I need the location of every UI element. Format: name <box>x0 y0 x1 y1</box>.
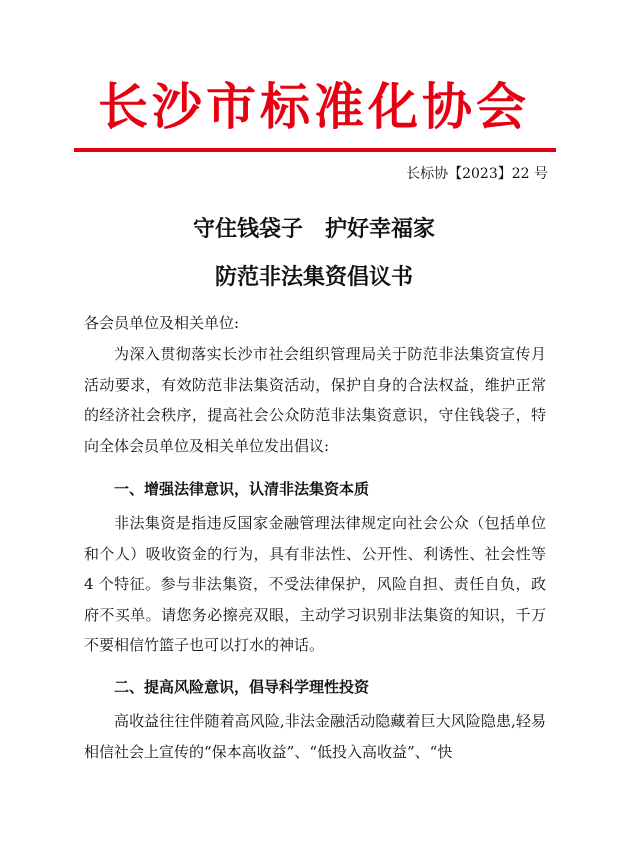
section-2-paragraph: 高收益往往伴随着高风险,非法金融活动隐藏着巨大风险隐患,轻易相信社会上宣传的“保本高收益”、“低投入高收益”、“快 <box>84 712 546 761</box>
section-heading-2: 二、提高风险意识，倡导科学理性投资 <box>114 678 370 696</box>
document-title-line-1: 守住钱袋子 护好幸福家 <box>192 216 435 242</box>
document-number: 长标协【2023】22 号 <box>406 166 548 182</box>
letterhead-red-divider <box>74 148 556 152</box>
salutation: 各会员单位及相关单位: <box>84 314 240 332</box>
section-1-paragraph: 非法集资是指违反国家金融管理法律规定向社会公众（包括单位和个人）吸收资金的行为，具有非法性、公开性、利诱性、社会性等 4 个特征。参与非法集资，不受法律保护，风险自担、责任自负，政府不买单。请您务必擦亮双眼，主动学习识别非法集资的知识，千万不要相信竹篮子也可以打水的神话。 <box>84 514 546 654</box>
document-title-line-2: 防范非法集资倡议书 <box>214 264 413 290</box>
section-heading-1: 一、增强法律意识，认清非法集资本质 <box>114 480 370 498</box>
intro-paragraph: 为深入贯彻落实长沙市社会组织管理局关于防范非法集资宣传月活动要求，有效防范非法集资活动，保护自身的合法权益，维护正常的经济社会秩序，提高社会公众防范非法集资意识，守住钱袋子，特向全体会员单位及相关单位发出倡议: <box>84 345 546 455</box>
letterhead-organization-name: 长沙市标准化协会 <box>98 77 530 136</box>
